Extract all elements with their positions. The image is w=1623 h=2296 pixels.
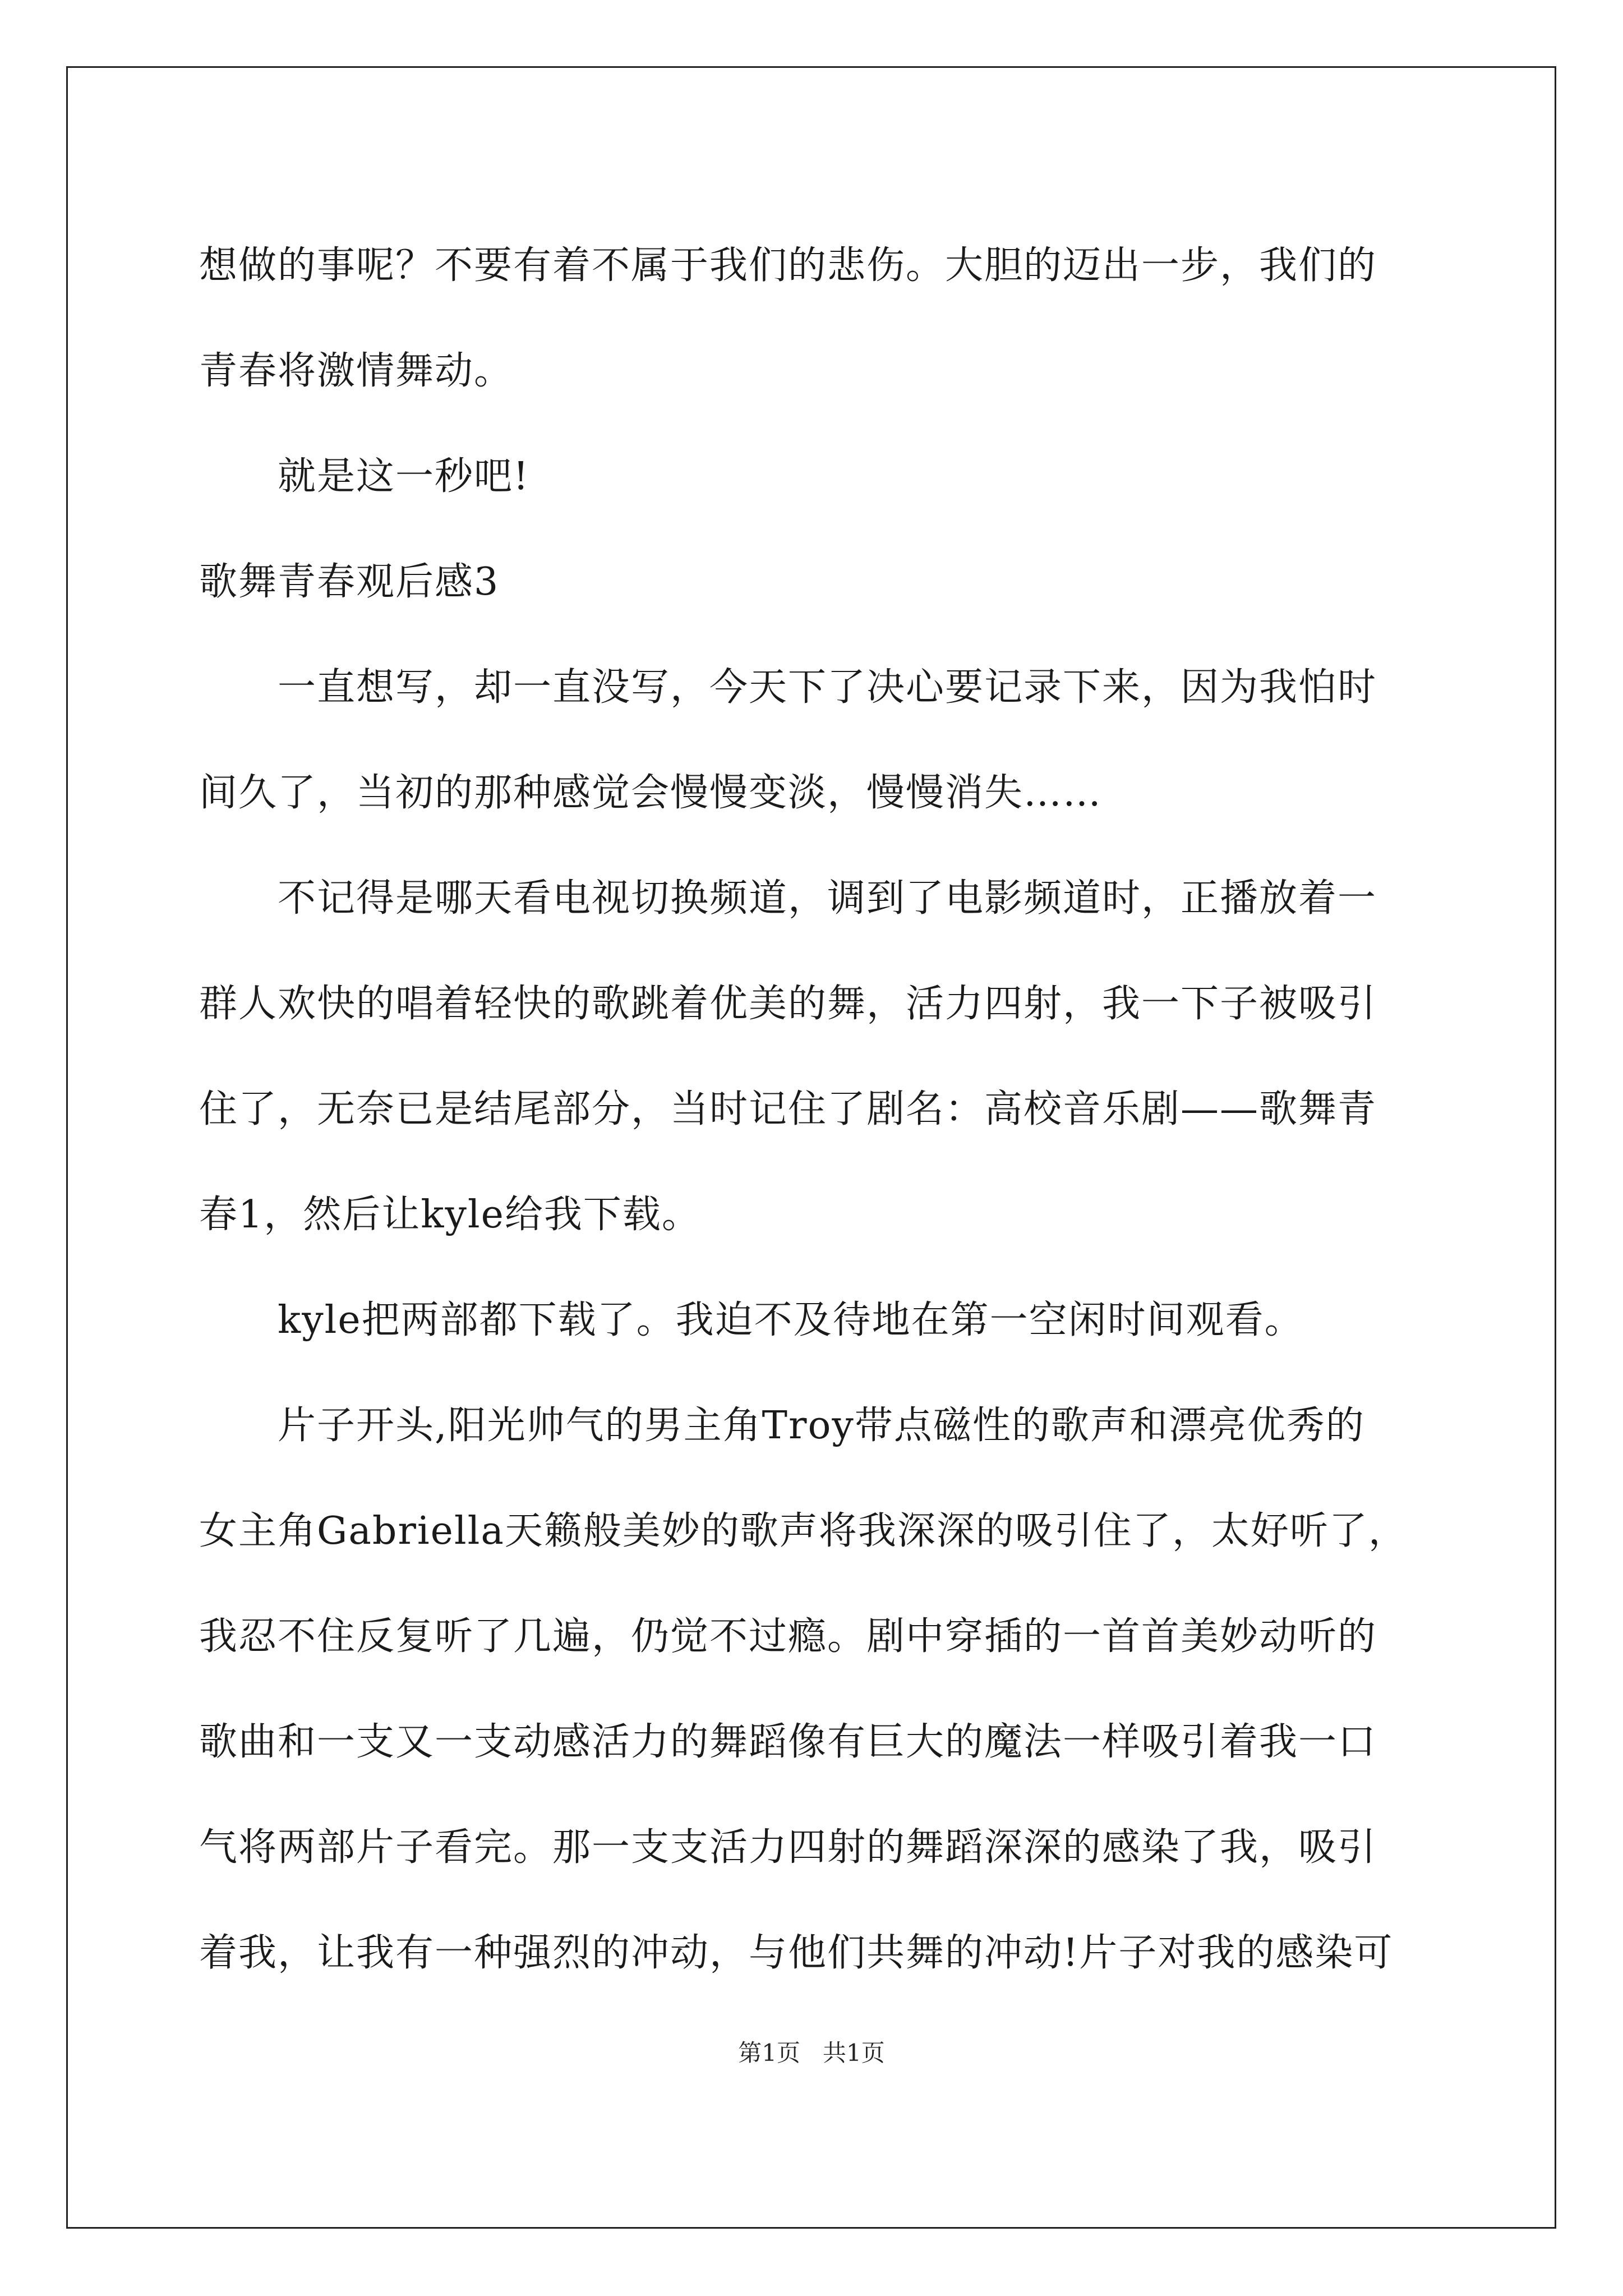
text-line: 我忍不住反复听了几遍，仍觉不过瘾。剧中穿插的一首首美妙动听的 (199, 1614, 1377, 1659)
text-line: kyle把两部都下载了。我迫不及待地在第一空闲时间观看。 (278, 1298, 1304, 1342)
text-line: 气将两部片子看完。那一支支活力四射的舞蹈深深的感染了我，吸引 (199, 1825, 1377, 1870)
text-line: 歌曲和一支又一支动感活力的舞蹈像有巨大的魔法一样吸引着我一口 (199, 1720, 1377, 1764)
text-line: 间久了，当初的那种感觉会慢慢变淡，慢慢消失…… (199, 771, 1103, 815)
text-line: 青春将激情舞动。 (199, 349, 514, 393)
text-line: 一直想写，却一直没写，今天下了决心要记录下来，因为我怕时 (278, 665, 1377, 710)
text-line: 着我，让我有一种强烈的冲动，与他们共舞的冲动!片子对我的感染可 (199, 1931, 1394, 1975)
page-total: 共1页 (823, 2039, 885, 2067)
text-line: 春1，然后让kyle给我下载。 (199, 1193, 701, 1237)
section-heading: 歌舞青春观后感3 (199, 560, 500, 604)
text-line: 片子开头,阳光帅气的男主角Troy带点磁性的歌声和漂亮优秀的 (278, 1404, 1365, 1448)
document-body (199, 213, 1450, 2006)
text-line: 想做的事呢？不要有着不属于我们的悲伤。大胆的迈出一步，我们的 (199, 243, 1377, 288)
text-line: 群人欢快的唱着轻快的歌跳着优美的舞，活力四射，我一下子被吸引 (199, 982, 1377, 1026)
text-line: 女主角Gabriella天籁般美妙的歌声将我深深的吸引住了，太好听了， (199, 1509, 1408, 1553)
page-footer (0, 2036, 1623, 2070)
text-line: 就是这一秒吧! (278, 454, 530, 499)
text-line: 住了，无奈已是结尾部分，当时记住了剧名：高校音乐剧——歌舞青 (199, 1087, 1377, 1131)
page-number: 第1页 (738, 2039, 800, 2067)
text-line: 不记得是哪天看电视切换频道，调到了电影频道时，正播放着一 (278, 876, 1377, 921)
